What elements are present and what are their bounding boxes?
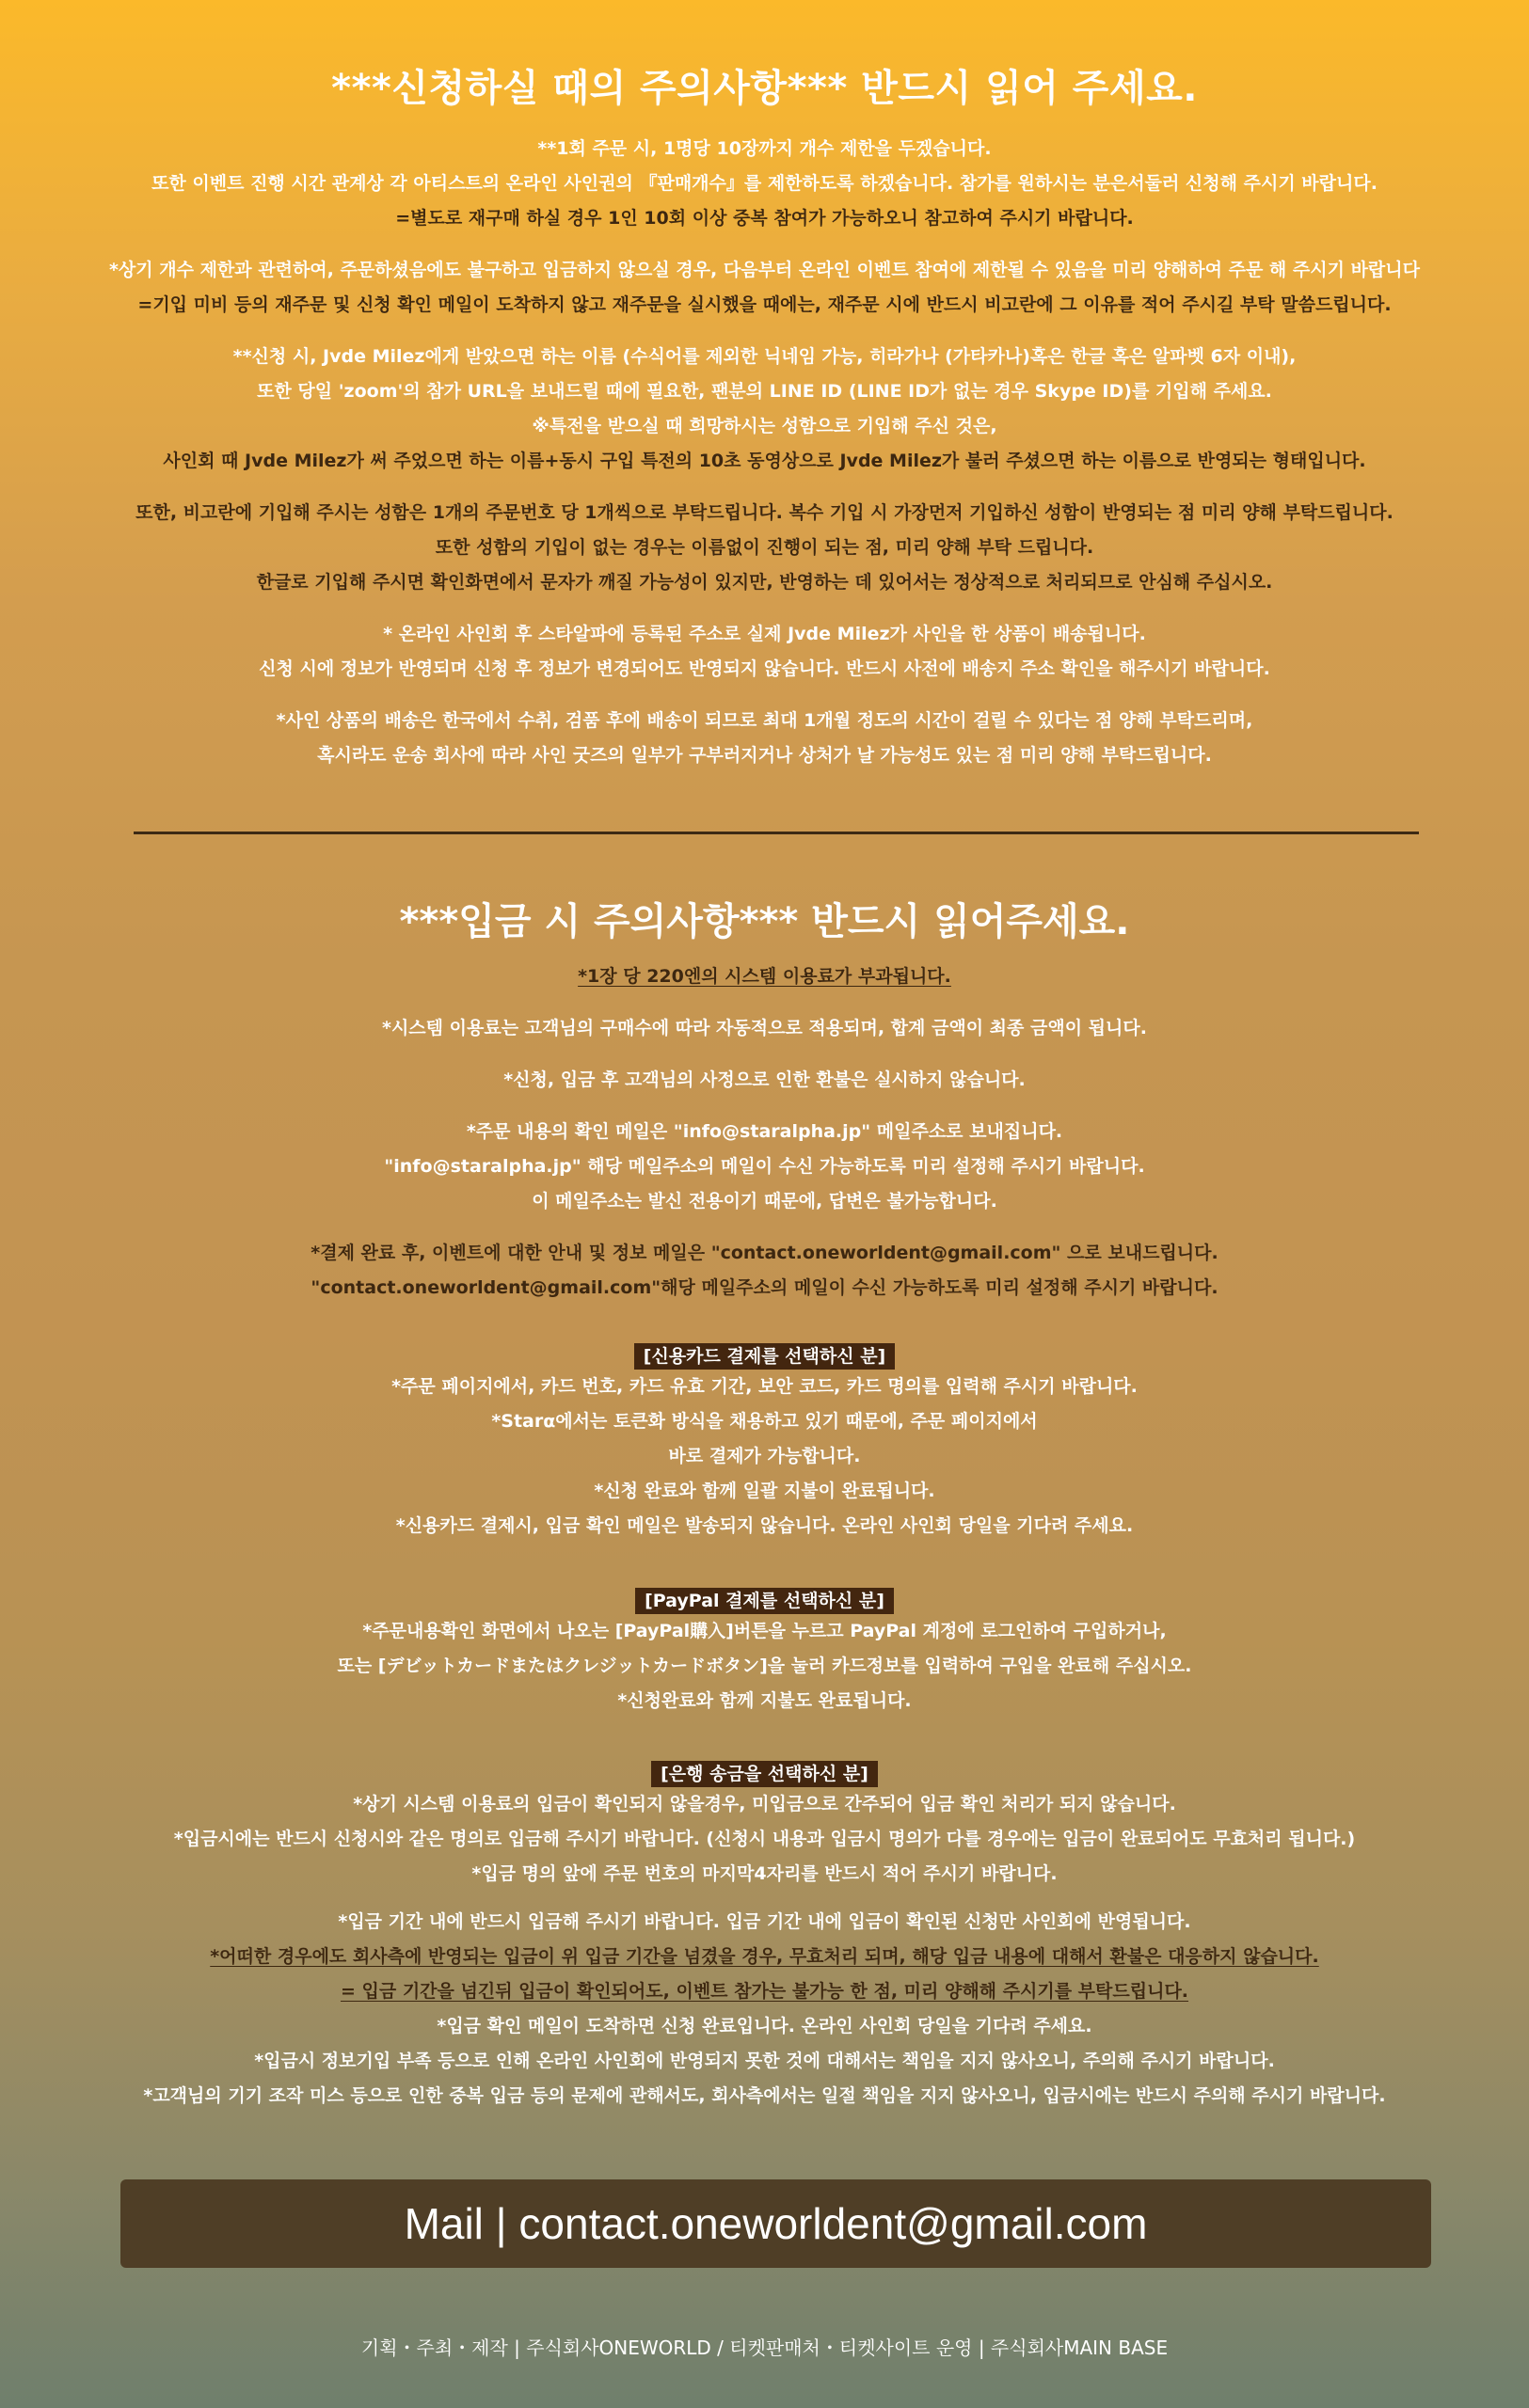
notice-line: *신청 완료와 함께 일괄 지불이 완료됩니다.: [594, 1481, 935, 1501]
notice-line: 또한, 비고란에 기입해 주시는 성함은 1개의 주문번호 당 1개씩으로 부탁드립니다. 복수 기입 시 가장먼저 기입하신 성함이 반영되는 점 미리 양해 부탁드립니다.: [135, 502, 1394, 523]
mail-contact-text: Mail | contact.oneworldent@gmail.com: [404, 2199, 1148, 2248]
notice-line: 또한 이벤트 진행 시간 관계상 각 아티스트의 온라인 사인권의 『판매개수』를 제한하도록 하겠습니다. 참가를 원하시는 분은서둘러 신청해 주시기 바랍니다.: [151, 173, 1378, 194]
notice-line: *신용카드 결제시, 입금 확인 메일은 발송되지 않습니다. 온라인 사인회 당일을 기다려 주세요.: [395, 1515, 1134, 1536]
notice-line: =별도로 재구매 하실 경우 1인 10회 이상 중복 참여가 가능하오니 참고하여 주시기 바랍니다.: [395, 208, 1134, 229]
notice-line: 또한 성함의 기입이 없는 경우는 이름없이 진행이 되는 점, 미리 양해 부탁 드립니다.: [435, 537, 1094, 558]
fee-notice: *1장 당 220엔의 시스템 이용료가 부과됩니다.: [578, 966, 951, 987]
paypal-block: [0, 1588, 1529, 1719]
notice-line: *고객님의 기기 조작 미스 등으로 인한 중복 입금 등의 문제에 관해서도, 회사측에서는 일절 책임을 지지 않사오니, 입금시에는 반드시 주의해 주시기 바랍니다.: [143, 2085, 1386, 2106]
notice-line: **신청 시, Jvde Milez에게 받았으면 하는 이름 (수식어를 제외한 닉네임 가능, 히라가나 (가타카나)혹은 한글 혹은 알파벳 6자 이내),: [232, 346, 1297, 367]
notice-line: *입금 기간 내에 반드시 입금해 주시기 바랍니다. 입금 기간 내에 입금이 확인된 신청만 사인회에 반영됩니다.: [338, 1911, 1191, 1932]
notice-line: 또는 [デビットカードまたはクレジットカードボタン]을 눌러 카드정보를 입력하여 구입을 완료해 주십시오.: [337, 1656, 1192, 1676]
notice-line: *시스템 이용료는 고객님의 구매수에 따라 자동적으로 적용되며, 합계 금액이 최종 금액이 됩니다.: [382, 1018, 1147, 1038]
notice-line: *주문내용확인 화면에서 나오는 [PayPal購入]버튼을 누르고 PayPal 계정에 로그인하여 구입하거나,: [362, 1621, 1167, 1641]
section2-body: [0, 959, 1529, 1306]
notice-line: "contact.oneworldent@gmail.com"해당 메일주소의 메일이 수신 가능하도록 미리 설정해 주시기 바랍니다.: [311, 1277, 1218, 1298]
section-application-notes: [0, 58, 1529, 112]
credit-card-tag: [신용카드 결제를 선택하신 분]: [634, 1343, 895, 1370]
paypal-tag: [PayPal 결제를 선택하신 분]: [635, 1588, 894, 1614]
notice-line: 혹시라도 운송 회사에 따라 사인 굿즈의 일부가 구부러지거나 상처가 날 가능성도 있는 점 미리 양해 부탁드립니다.: [317, 745, 1212, 766]
section-payment-notes: [0, 892, 1529, 945]
notice-line: *상기 시스템 이용료의 입금이 확인되지 않을경우, 미입금으로 간주되어 입금 확인 처리가 되지 않습니다.: [353, 1794, 1176, 1814]
notice-line: *신청, 입금 후 고객님의 사정으로 인한 환불은 실시하지 않습니다.: [503, 1069, 1026, 1090]
section-divider: [134, 832, 1419, 834]
footer-credits: 기획・주최・제작 | 주식회사ONEWORLD / 티켓판매처・티켓사이트 운영 | 주식회사MAIN BASE: [360, 2337, 1169, 2359]
mail-contact-banner: [120, 2179, 1431, 2268]
notice-line: * 온라인 사인회 후 스타알파에 등록된 주소로 실제 Jvde Milez가 사인을 한 상품이 배송됩니다.: [383, 624, 1146, 644]
notice-line: 바로 결제가 가능합니다.: [668, 1446, 861, 1466]
credit-card-block: [0, 1343, 1529, 1544]
notice-line: =기입 미비 등의 재주문 및 신청 확인 메일이 도착하지 않고 재주문을 실시했을 때에는, 재주문 시에 반드시 비고란에 그 이유를 적어 주시길 부탁 말씀드립니다.: [137, 294, 1392, 315]
notice-line: 한글로 기입해 주시면 확인화면에서 문자가 깨질 가능성이 있지만, 반영하는 데 있어서는 정상적으로 처리되므로 안심해 주십시오.: [256, 572, 1273, 593]
notice-line: *입금 명의 앞에 주문 번호의 마지막4자리를 반드시 적어 주시기 바랍니다.: [471, 1863, 1058, 1884]
notice-line: ※특전을 받으실 때 희망하시는 성함으로 기입해 주신 것은,: [532, 416, 997, 436]
notice-line: 또한 당일 'zoom'의 참가 URL을 보내드릴 때에 필요한, 팬분의 LINE ID (LINE ID가 없는 경우 Skype ID)를 기입해 주세요.: [257, 381, 1272, 402]
notice-line: *입금시 정보기입 부족 등으로 인해 온라인 사인회에 반영되지 못한 것에 대해서는 책임을 지지 않사오니, 주의해 주시기 바랍니다.: [254, 2051, 1275, 2071]
bank-transfer-block: [0, 1761, 1529, 2114]
notice-line: *주문 내용의 확인 메일은 "info@staralpha.jp" 메일주소로 보내집니다.: [466, 1121, 1063, 1142]
bank-transfer-tag: [은행 송금을 선택하신 분]: [651, 1761, 878, 1787]
notice-line: *상기 개수 제한과 관련하여, 주문하셨음에도 불구하고 입금하지 않으실 경우, 다음부터 온라인 이벤트 참여에 제한될 수 있음을 미리 양해하여 주문 해 주시기 바랍니다: [108, 260, 1420, 280]
notice-line: *주문 페이지에서, 카드 번호, 카드 유효 기간, 보안 코드, 카드 명의를 입력해 주시기 바랍니다.: [391, 1376, 1138, 1397]
section1-body: [0, 132, 1529, 773]
notice-line: = 입금 기간을 넘긴뒤 입금이 확인되어도, 이벤트 참가는 불가능 한 점, 미리 양해해 주시기를 부탁드립니다.: [340, 1981, 1189, 2002]
notice-line: "info@staralpha.jp" 해당 메일주소의 메일이 수신 가능하도록 미리 설정해 주시기 바랍니다.: [384, 1156, 1145, 1177]
notice-line: *Starα에서는 토큰화 방식을 채용하고 있기 때문에, 주문 페이지에서: [491, 1411, 1038, 1432]
section1-title: ***신청하실 때의 주의사항*** 반드시 읽어 주세요.: [331, 67, 1198, 110]
notice-line: *결제 완료 후, 이벤트에 대한 안내 및 정보 메일은 "contact.oneworldent@gmail.com" 으로 보내드립니다.: [311, 1243, 1218, 1263]
notice-line: *입금시에는 반드시 신청시와 같은 명의로 입금해 주시기 바랍니다. (신청시 내용과 입금시 명의가 다를 경우에는 입금이 완료되어도 무효처리 됩니다.): [173, 1829, 1356, 1849]
notice-line: *사인 상품의 배송은 한국에서 수취, 검품 후에 배송이 되므로 최대 1개월 정도의 시간이 걸릴 수 있다는 점 양해 부탁드리며,: [276, 710, 1253, 731]
section2-title: ***입금 시 주의사항*** 반드시 읽어주세요.: [399, 900, 1130, 943]
notice-line: *어떠한 경우에도 회사측에 반영되는 입금이 위 입금 기간을 넘겼을 경우, 무효처리 되며, 해당 입금 내용에 대해서 환불은 대응하지 않습니다.: [210, 1946, 1319, 1967]
notice-line: **1회 주문 시, 1명당 10장까지 개수 제한을 두겠습니다.: [537, 138, 992, 159]
notice-line: 신청 시에 정보가 반영되며 신청 후 정보가 변경되어도 반영되지 않습니다. 반드시 사전에 배송지 주소 확인을 해주시기 바랍니다.: [259, 658, 1270, 679]
notice-line: 사인회 때 Jvde Milez가 써 주었으면 하는 이름+동시 구입 특전의 10초 동영상으로 Jvde Milez가 불러 주셨으면 하는 이름으로 반영되는 형태입니다.: [163, 451, 1366, 471]
notice-line: *입금 확인 메일이 도착하면 신청 완료입니다. 온라인 사인회 당일을 기다려 주세요.: [437, 2016, 1092, 2036]
notice-line: *신청완료와 함께 지불도 완료됩니다.: [617, 1690, 912, 1711]
notice-line: 이 메일주소는 발신 전용이기 때문에, 답변은 불가능합니다.: [532, 1191, 997, 1212]
